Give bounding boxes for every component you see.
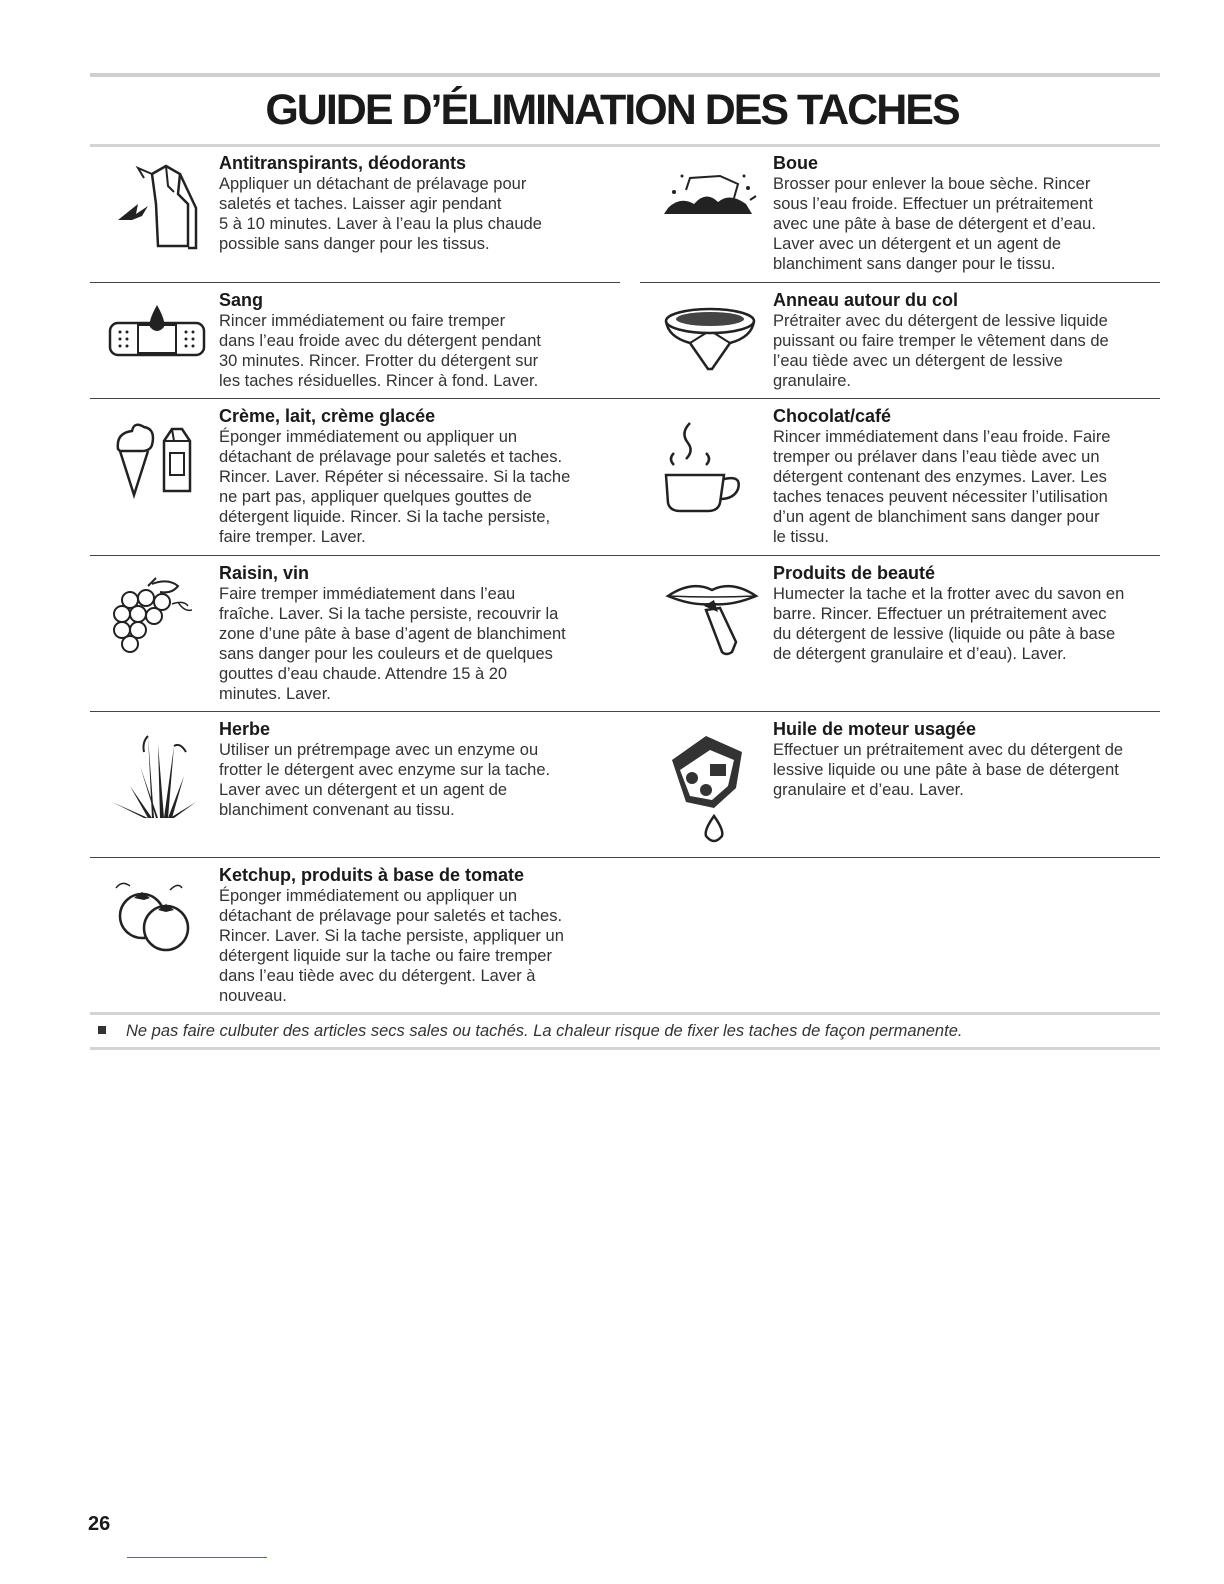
bullet-icon: [98, 1026, 106, 1034]
stain-title: Sang: [219, 290, 264, 310]
coffee-cup-icon: [662, 419, 752, 519]
collar-icon: [660, 305, 764, 373]
stain-title: Antitranspirants, déodorants: [219, 153, 467, 173]
row-divider: [90, 857, 1160, 858]
row-divider: [90, 398, 1160, 399]
engine-oil-drop-icon: [666, 730, 756, 850]
note-text: Ne pas faire culbuter des articles secs sales ou tachés. La chaleur risque de fixer les taches de façon permanente.: [126, 1022, 963, 1040]
page-title: GUIDE D’ÉLIMINATION DES TACHES: [265, 86, 959, 134]
stain-title: Ketchup, produits à base de tomate: [219, 865, 525, 885]
row-divider: [90, 555, 1160, 556]
stain-title: Chocolat/café: [773, 406, 892, 426]
stain-title: Herbe: [219, 719, 271, 739]
stain-title: Boue: [773, 153, 818, 173]
stain-title: Crème, lait, crème glacée: [219, 406, 436, 426]
note-bottom-rule: [90, 1047, 1160, 1050]
bandage-icon: [108, 303, 208, 359]
note-top-rule: [90, 1012, 1160, 1015]
stain-title: Anneau autour du col: [773, 290, 959, 310]
stain-title: Produits de beauté: [773, 563, 936, 583]
stain-title: Huile de moteur usagée: [773, 719, 977, 739]
ice-cream-milk-icon: [112, 419, 212, 499]
bottom-line: [127, 1557, 267, 1558]
tomatoes-icon: [108, 878, 208, 958]
top-rule: [90, 73, 1160, 77]
warning-note: [98, 1020, 1158, 1042]
mud-splash-icon: [660, 170, 760, 220]
row-divider: [640, 282, 1160, 283]
shirt-icon: [108, 164, 208, 254]
title-rule: [90, 144, 1160, 147]
row-divider: [90, 282, 620, 283]
page-number: 26: [88, 1513, 111, 1535]
lips-lipstick-icon: [662, 576, 762, 656]
grass-icon: [108, 732, 208, 822]
grapes-icon: [108, 576, 208, 656]
row-divider: [90, 711, 1160, 712]
stain-title: Raisin, vin: [219, 563, 310, 583]
